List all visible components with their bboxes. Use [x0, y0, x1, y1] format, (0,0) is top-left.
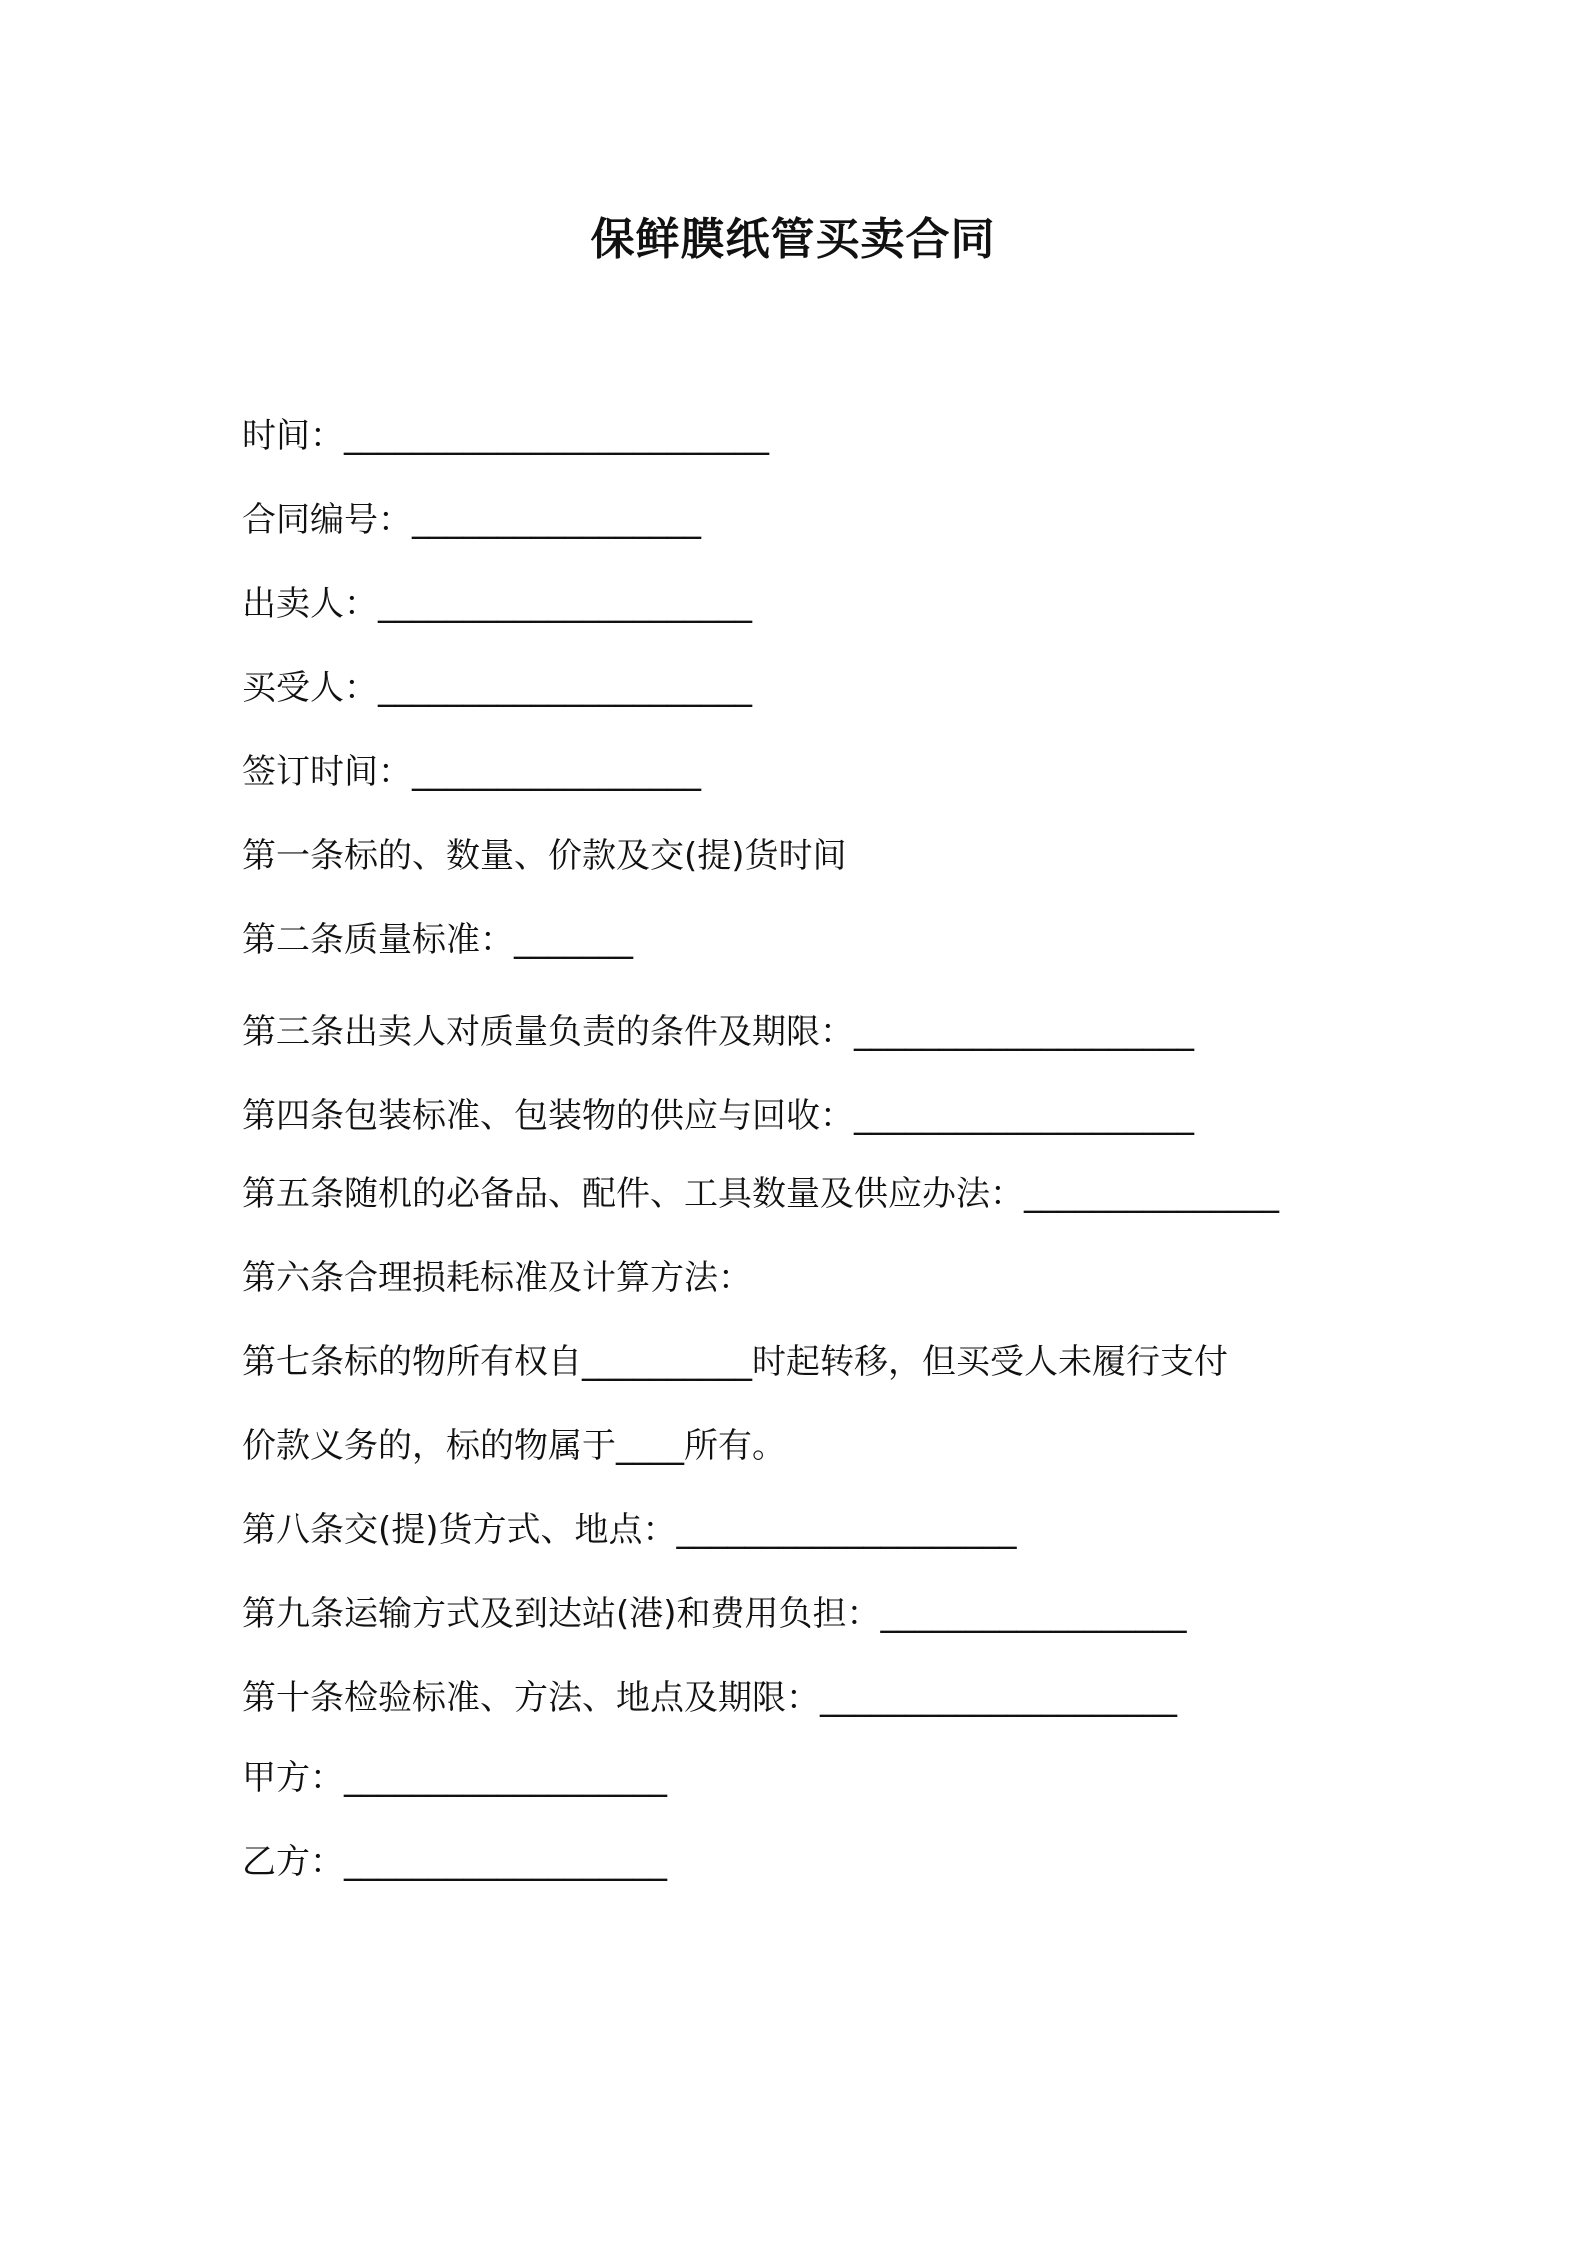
line-time: 时间：_________________________ [242, 416, 769, 456]
clause-7-line-2: 价款义务的，标的物属于____所有。 [242, 1426, 786, 1466]
clause-2: 第二条质量标准：_______ [242, 920, 633, 960]
clause-7-line-1: 第七条标的物所有权自__________时起转移，但买受人未履行支付 [242, 1342, 1228, 1382]
line-buyer: 买受人：______________________ [242, 668, 752, 708]
clause-3: 第三条出卖人对质量负责的条件及期限：____________________ [242, 1012, 1194, 1052]
line-seller: 出卖人：______________________ [242, 584, 752, 624]
line-signing-time: 签订时间：_________________ [242, 752, 701, 792]
line-party-b: 乙方：___________________ [242, 1842, 667, 1882]
clause-8: 第八条交(提)货方式、地点：____________________ [242, 1510, 1017, 1550]
clause-1: 第一条标的、数量、价款及交(提)货时间 [242, 836, 847, 876]
clause-5: 第五条随机的必备品、配件、工具数量及供应办法：_______________ [242, 1174, 1279, 1214]
clause-10: 第十条检验标准、方法、地点及期限：_____________________ [242, 1678, 1177, 1718]
document-title: 保鲜膜纸管买卖合同 [590, 214, 996, 265]
line-party-a: 甲方：___________________ [242, 1758, 667, 1798]
line-contract-number: 合同编号：_________________ [242, 500, 701, 540]
clause-6: 第六条合理损耗标准及计算方法： [242, 1258, 752, 1298]
clause-9: 第九条运输方式及到达站(港)和费用负担：__________________ [242, 1594, 1187, 1634]
clause-4: 第四条包装标准、包装物的供应与回收：____________________ [242, 1096, 1194, 1136]
